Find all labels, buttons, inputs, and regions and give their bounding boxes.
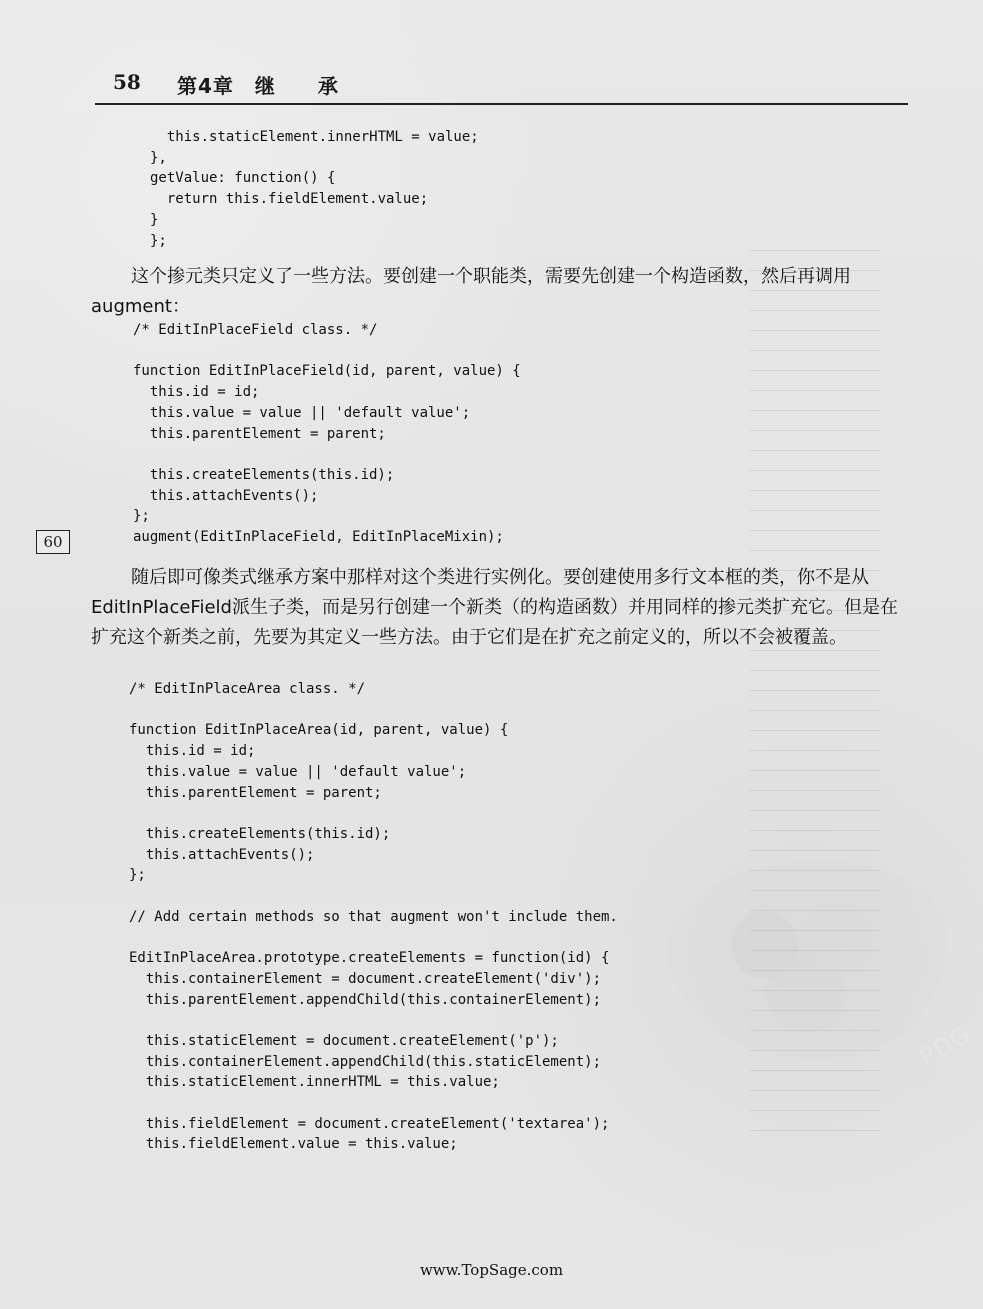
paragraph-text: 随后即可像类式继承方案中那样对这个类进行实例化。要创建使用多行文本框的类，你不是从EditInPlaceField派生子类，而是另行创建一个新类（的构造函数）并用同样的掺元类扩充它。但是在扩充这个新类之前，先要为其定义一些方法。由于它们是在扩充之前定义的，所以不会被覆盖。	[91, 567, 898, 648]
paragraph-1	[91, 262, 906, 322]
margin-page-reference: 60	[36, 530, 70, 554]
header-rule	[95, 103, 908, 105]
footer-url: www.TopSage.com	[419, 1261, 564, 1279]
paragraph-2	[91, 563, 906, 653]
page-number: 58	[113, 70, 141, 94]
watermark-label: PDG	[915, 1019, 977, 1072]
page-header	[95, 70, 908, 108]
chapter-title: 第4章 继 承	[177, 74, 339, 98]
paragraph-text: 这个掺元类只定义了一些方法。要创建一个职能类，需要先创建一个构造函数，然后再调用augment：	[91, 266, 851, 317]
code-block-2: /* EditInPlaceField class. */ function EditInPlaceField(id, parent, value) { this.id = id; this.value = value || 'default value'; this.parentElement = parent; this.createElements(this.id); this.attachEvents(); }; augment(EditInPlaceField, EditInPlaceMixin);	[133, 322, 521, 546]
watermark-stamp	[641, 819, 983, 1131]
code-block-3: /* EditInPlaceArea class. */ function EditInPlaceArea(id, parent, value) { this.id = id; this.value = value || 'default value'; this.parentElement = parent; this.createElements(this.id); this.attachEvents(); }; // Add certain methods so that augment won't include them. EditInPlaceArea.prototype.createElements = function(id) { this.containerElement = document.createElement('div'); this.parentElement.appendChild(this.containerElement); this.staticElement = document.createElement('p'); this.containerElement.appendChild(this.staticElement); this.staticElement.innerHTML = this.value; this.fieldElement = document.createElement('textarea'); this.fieldElement.value = this.value;	[129, 681, 618, 1153]
code-block-1: this.staticElement.innerHTML = value; }, getValue: function() { return this.fieldElement.value; } };	[150, 129, 479, 249]
watermark-shape	[659, 847, 958, 1075]
